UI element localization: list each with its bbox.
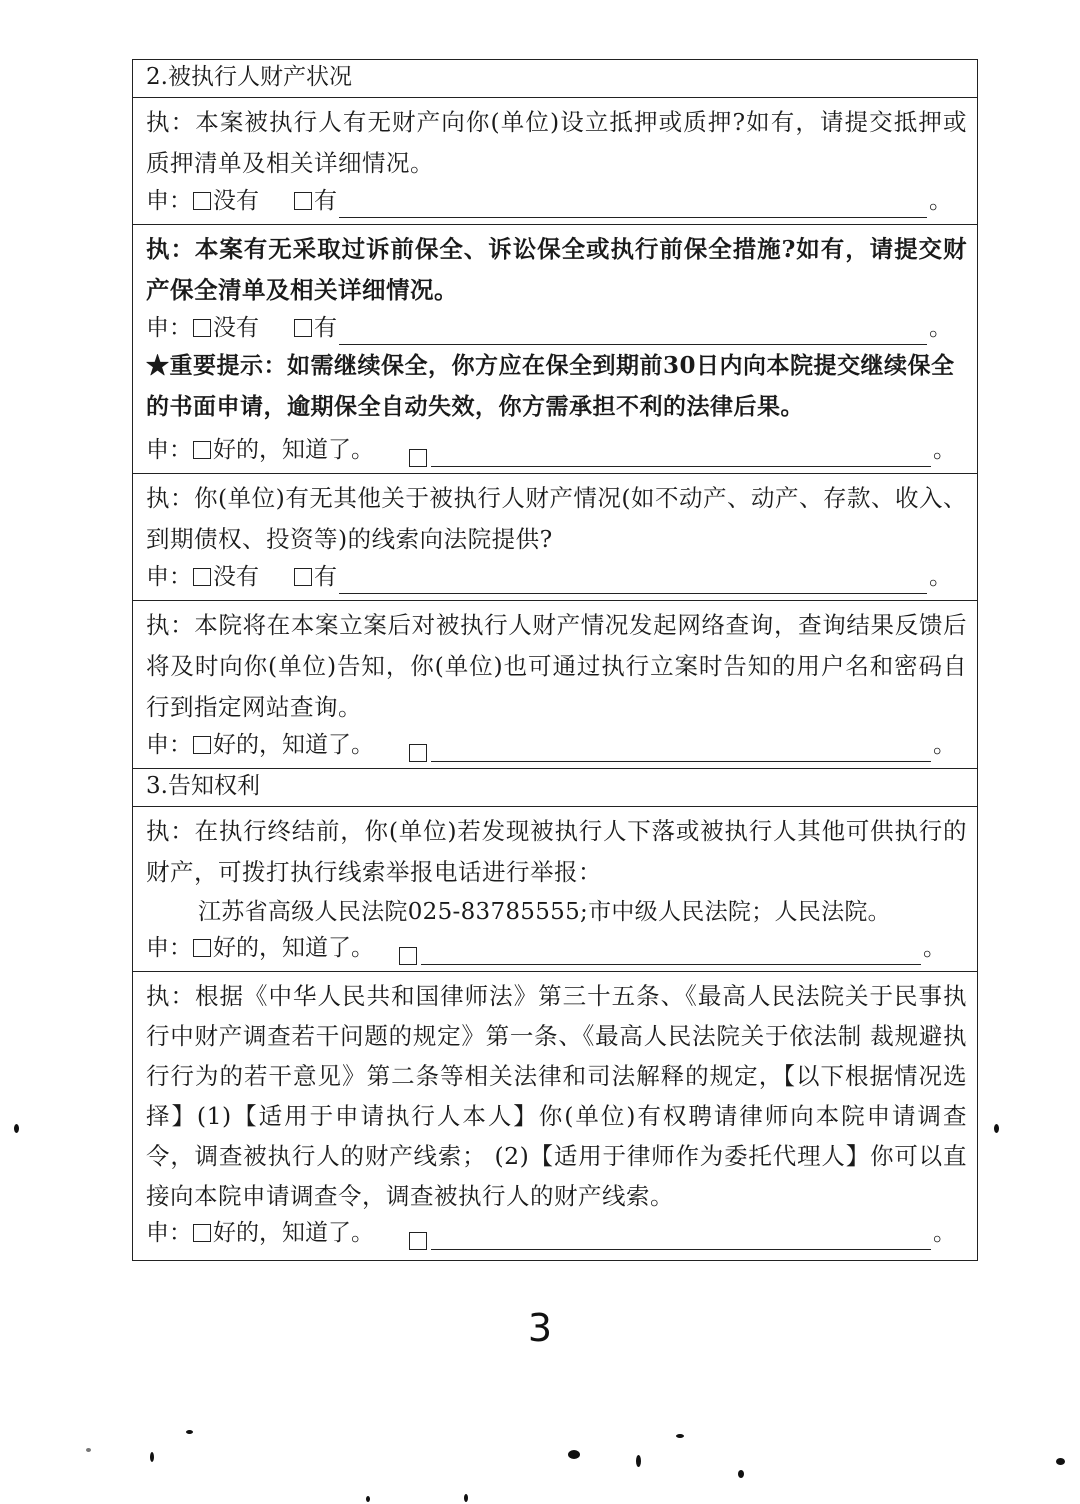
option-ok[interactable]: 好的，知道了。 bbox=[192, 728, 374, 762]
question-report-hotline bbox=[133, 807, 977, 972]
option-ok[interactable]: 好的，知道了。 bbox=[192, 931, 374, 965]
question-online-query bbox=[133, 601, 977, 769]
answer-line: 申： 没有 有 。 bbox=[146, 311, 967, 345]
checkbox[interactable] bbox=[193, 441, 211, 459]
section-title: 2.被执行人财产状况 bbox=[146, 64, 352, 90]
scan-speck bbox=[150, 1452, 154, 1462]
option-ok[interactable]: 好的，知道了。 bbox=[192, 433, 374, 467]
fill-in-blank[interactable] bbox=[339, 571, 927, 594]
question-lawyer-rights bbox=[133, 972, 977, 1260]
option-has[interactable]: 有 bbox=[293, 560, 337, 594]
fill-in-blank[interactable] bbox=[431, 739, 931, 762]
question-text: 执：根据《中华人民共和国律师法》第三十五条、《最高人民法院关于民事执行中财产调查若干问题的规定》第一条、《最高人民法院关于依法制 裁规避执行行为的若干意见》第二条等相关法律和司法解释的规定，【以下根据情况选择】(1)【适用于申请执行人本人】你(单位)有权聘请律师向本院申请调查令，调查被执行人的财产线索； (2)【适用于律师作为委托代理人】你可以直接向本院申请调查令，调查被执行人的财产线索。 bbox=[146, 982, 967, 1210]
fill-in-blank[interactable] bbox=[431, 444, 931, 467]
checkbox[interactable] bbox=[193, 939, 211, 957]
hotline-text: 江苏省高级人民法院025-83785555;市中级人民法院；人民法院。 bbox=[198, 899, 891, 925]
question-mortgage bbox=[133, 98, 977, 225]
checkbox-other[interactable] bbox=[409, 449, 427, 467]
scan-speck bbox=[86, 1448, 91, 1452]
checkbox-other[interactable] bbox=[409, 1232, 427, 1250]
option-none[interactable]: 没有 bbox=[192, 311, 259, 345]
question-preservation bbox=[133, 225, 977, 474]
checkbox[interactable] bbox=[294, 319, 312, 337]
answer-line: 申： 好的，知道了。 。 bbox=[146, 433, 967, 467]
answer-line: 申： 好的，知道了。 。 bbox=[146, 1216, 967, 1250]
form-table bbox=[132, 59, 978, 1261]
checkbox-other[interactable] bbox=[399, 947, 417, 965]
scan-speck bbox=[994, 1124, 999, 1133]
question-text: 执：本案有无采取过诉前保全、诉讼保全或执行前保全措施?如有，请提交财产保全清单及相关详细情况。 bbox=[146, 235, 967, 304]
checkbox[interactable] bbox=[193, 568, 211, 586]
fill-in-blank[interactable] bbox=[421, 942, 921, 965]
scan-speck bbox=[366, 1496, 370, 1502]
option-ok[interactable]: 好的，知道了。 bbox=[192, 1216, 374, 1250]
option-none[interactable]: 没有 bbox=[192, 184, 259, 218]
scan-speck bbox=[464, 1494, 468, 1502]
checkbox[interactable] bbox=[294, 568, 312, 586]
question-other-clues bbox=[133, 474, 977, 601]
checkbox[interactable] bbox=[193, 736, 211, 754]
checkbox[interactable] bbox=[193, 192, 211, 210]
scan-speck bbox=[186, 1430, 193, 1434]
question-text: 执：在执行终结前，你(单位)若发现被执行人下落或被执行人其他可供执行的财产，可拨打执行线索举报电话进行举报： bbox=[146, 817, 967, 886]
fill-in-blank[interactable] bbox=[431, 1227, 931, 1250]
fill-in-blank[interactable] bbox=[339, 322, 927, 345]
answer-line: 申： 没有 有 。 bbox=[146, 560, 967, 594]
question-text: 执：本案被执行人有无财产向你(单位)设立抵押或质押?如有，请提交抵押或质押清单及相关详细情况。 bbox=[146, 108, 967, 177]
scan-speck bbox=[14, 1124, 19, 1133]
section-heading-rights bbox=[133, 769, 977, 807]
scan-speck bbox=[636, 1455, 641, 1467]
answer-line: 申： 好的，知道了。 。 bbox=[146, 728, 967, 762]
section-heading-property bbox=[133, 60, 977, 98]
question-text: 执：本院将在本案立案后对被执行人财产情况发起网络查询，查询结果反馈后将及时向你(单位)告知，你(单位)也可通过执行立案时告知的用户名和密码自行到指定网站查询。 bbox=[146, 611, 967, 721]
scan-speck bbox=[738, 1470, 744, 1478]
section-title: 3.告知权利 bbox=[146, 773, 260, 799]
answer-line: 申： 没有 有 。 bbox=[146, 184, 967, 218]
option-none[interactable]: 没有 bbox=[192, 560, 259, 594]
checkbox[interactable] bbox=[193, 319, 211, 337]
option-has[interactable]: 有 bbox=[293, 311, 337, 345]
scan-speck bbox=[568, 1450, 580, 1459]
checkbox-other[interactable] bbox=[409, 744, 427, 762]
fill-in-blank[interactable] bbox=[339, 195, 927, 218]
question-text: 执：你(单位)有无其他关于被执行人财产情况(如不动产、动产、存款、收入、到期债权、投资等)的线索向法院提供? bbox=[146, 484, 968, 553]
scan-speck bbox=[676, 1434, 684, 1438]
important-note: ★重要提示：如需继续保全，你方应在保全到期前30日内向本院提交继续保全的书面申请，逾期保全自动失效，你方需承担不利的法律后果。 bbox=[146, 352, 955, 420]
option-has[interactable]: 有 bbox=[293, 184, 337, 218]
checkbox[interactable] bbox=[193, 1224, 211, 1242]
answer-line: 申： 好的，知道了。 。 bbox=[146, 931, 967, 965]
scan-speck bbox=[1056, 1458, 1065, 1465]
page-number: 3 bbox=[527, 1306, 553, 1350]
checkbox[interactable] bbox=[294, 192, 312, 210]
